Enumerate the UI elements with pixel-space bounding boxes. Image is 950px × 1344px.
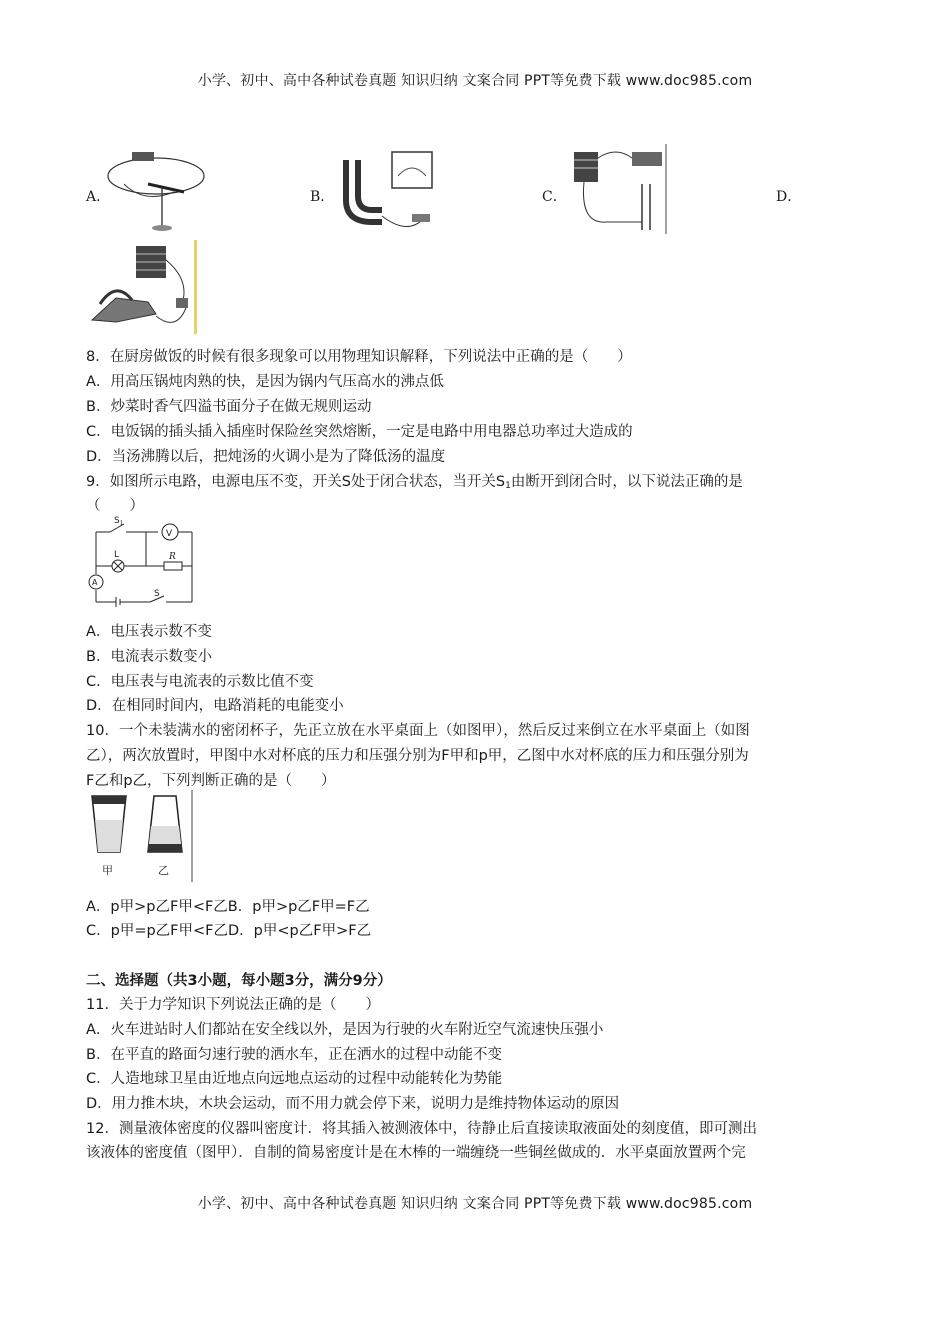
q9-option-b: B．电流表示数变小 <box>86 649 212 665</box>
page-footer: 小学、初中、高中各种试卷真题 知识归纳 文案合同 PPT等免费下载 www.doc985.com <box>197 1196 753 1212</box>
q12-stem-line2: 该液体的密度值（图甲）．自制的简易密度计是在木棒的一端缠绕一些铜丝做成的．水平桌面放置两个完 <box>86 1145 746 1161</box>
svg-text:S: S <box>154 589 160 599</box>
svg-text:S1: $S_1$ <box>114 516 124 527</box>
q8-option-d: D．当汤沸腾以后，把炖汤的火调小是为了降低汤的温度 <box>86 449 446 465</box>
q10-options-line1: A．p甲>p乙F甲<F乙B．p甲>p乙F甲=F乙 <box>86 899 370 915</box>
q11-option-d: D．用力推木块，木块会运动，而不用力就会停下来，说明力是维持物体运动的原因 <box>86 1096 620 1112</box>
q9-stem-continued: （ ） <box>86 498 144 514</box>
q10-stem-line3: F乙和p乙，下列判断正确的是（ ） <box>86 773 336 789</box>
svg-text:L: L <box>114 550 120 560</box>
q9-circuit-diagram <box>86 514 198 608</box>
section-2-title: 二、选择题（共3小题，每小题3分，满分9分） <box>86 973 392 989</box>
q7-option-c-label: C． <box>542 189 567 205</box>
svg-text:乙: 乙 <box>158 864 169 877</box>
q7-figure-b <box>328 146 438 234</box>
q7-figure-d <box>86 240 200 334</box>
q12-stem-line1: 12．测量液体密度的仪器叫密度计．将其插入被测液体中，待静止后直接读取液面处的刻度值，即可测出 <box>86 1121 757 1137</box>
q11-stem: 11．关于力学知识下列说法正确的是（ ） <box>86 997 380 1013</box>
q11-option-b: B．在平直的路面匀速行驶的洒水车，正在洒水的过程中动能不变 <box>86 1047 502 1063</box>
svg-text:A: A <box>92 578 98 587</box>
q7-figure-c <box>566 144 670 234</box>
q11-option-a: A．火车进站时人们都站在安全线以外，是因为行驶的火车附近空气流速快压强小 <box>86 1022 604 1038</box>
q9-stem: 9．如图所示电路，电源电压不变，开关S处于闭合状态，当开关$S_1$由断开到闭合时，以下说法正确的是 <box>86 474 743 491</box>
q7-option-b-label: B． <box>310 189 335 205</box>
q8-option-c: C．电饭锅的插头插入插座时保险丝突然熔断，一定是电路中用电器总功率过大造成的 <box>86 424 633 440</box>
q10-stem-line2: 乙），两次放置时，甲图中水对杯底的压力和压强分别为F甲和p甲，乙图中水对杯底的压力和压强分别为 <box>86 748 749 764</box>
q10-stem-line1: 10．一个未装满水的密闭杯子，先正立放在水平桌面上（如图甲），然后反过来倒立在水平桌面上（如图 <box>86 723 750 739</box>
q7-option-a-label: A． <box>86 189 111 205</box>
q7-option-d-label: D． <box>776 189 802 205</box>
q8-option-a: A．用高压锅炖肉熟的快，是因为锅内气压高水的沸点低 <box>86 374 444 390</box>
q11-option-c: C．人造地球卫星由近地点向远地点运动的过程中动能转化为势能 <box>86 1071 503 1087</box>
q10-options-line2: C．p甲=p乙F甲<F乙D．p甲<p乙F甲>F乙 <box>86 923 372 939</box>
q9-option-d: D．在相同时间内，电路消耗的电能变小 <box>86 698 344 714</box>
svg-text:V: V <box>166 529 173 539</box>
q7-figure-a <box>104 146 208 234</box>
q10-cups-figure <box>86 790 198 882</box>
q8-option-b: B．炒菜时香气四溢书面分子在做无规则运动 <box>86 399 372 415</box>
q8-stem: 8．在厨房做饭的时候有很多现象可以用物理知识解释，下列说法中正确的是（ ） <box>86 349 632 365</box>
page-header: 小学、初中、高中各种试卷真题 知识归纳 文案合同 PPT等免费下载 www.doc985.com <box>197 73 753 89</box>
q9-option-c: C．电压表与电流表的示数比值不变 <box>86 674 314 690</box>
svg-text:R: R <box>169 552 176 562</box>
svg-text:甲: 甲 <box>102 864 113 877</box>
q9-option-a: A．电压表示数不变 <box>86 624 212 640</box>
